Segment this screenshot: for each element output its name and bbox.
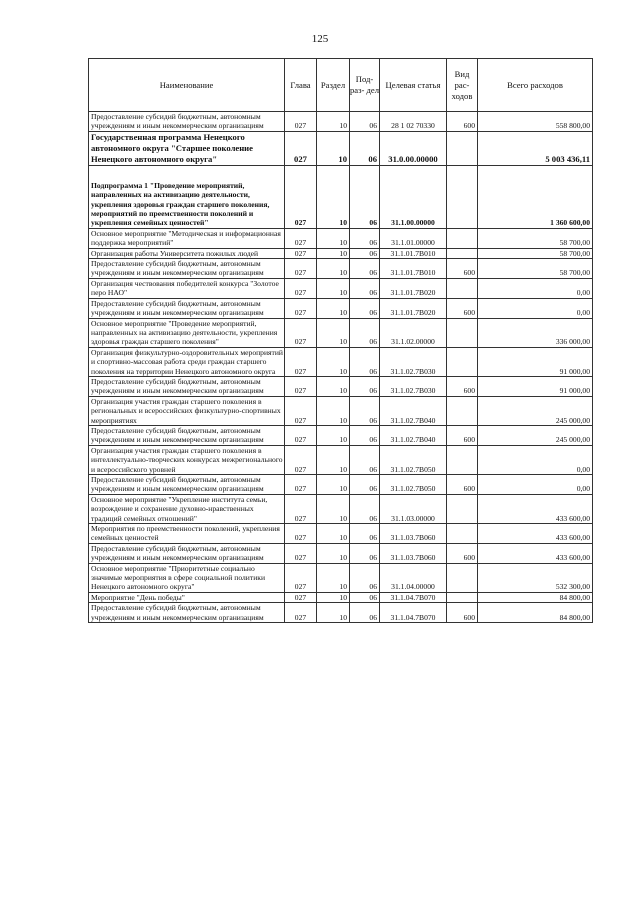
- row-chapter: 027: [285, 475, 317, 495]
- row-section: 10: [317, 112, 350, 132]
- row-target: 31.1.01.7В010: [380, 259, 447, 279]
- row-total: 0,00: [478, 445, 593, 474]
- table-row: [89, 165, 593, 228]
- row-target: 31.1.03.7В060: [380, 543, 447, 563]
- row-section: 10: [317, 445, 350, 474]
- row-type: [447, 318, 478, 347]
- row-chapter: 027: [285, 376, 317, 396]
- row-name: Основное мероприятие "Проведение мероприятий, направленных на активизацию деятельности, укрепления здоровья граждан старшего поколения": [89, 318, 285, 347]
- row-target: 31.1.01.7В020: [380, 278, 447, 298]
- row-chapter: 027: [285, 112, 317, 132]
- row-type: 600: [447, 376, 478, 396]
- row-chapter: 027: [285, 425, 317, 445]
- row-subsection: 06: [350, 228, 380, 248]
- table-row: [89, 248, 593, 258]
- row-target: 31.1.02.00000: [380, 318, 447, 347]
- row-subsection: 06: [350, 165, 380, 228]
- row-type: [447, 494, 478, 523]
- row-type: [447, 347, 478, 376]
- row-section: 10: [317, 259, 350, 279]
- row-section: 10: [317, 248, 350, 258]
- row-chapter: 027: [285, 318, 317, 347]
- row-section: 10: [317, 425, 350, 445]
- row-target: 31.1.00.00000: [380, 165, 447, 228]
- row-chapter: 027: [285, 131, 317, 165]
- row-target: 31.1.02.7В040: [380, 396, 447, 425]
- row-chapter: 027: [285, 543, 317, 563]
- row-type: [447, 592, 478, 602]
- row-section: 10: [317, 592, 350, 602]
- row-type: [447, 165, 478, 228]
- row-subsection: 06: [350, 396, 380, 425]
- row-name: Предоставление субсидий бюджетным, автономным учреждениям и иным некоммерческим организациям: [89, 425, 285, 445]
- row-total: 245 000,00: [478, 396, 593, 425]
- row-chapter: 027: [285, 592, 317, 602]
- row-section: 10: [317, 165, 350, 228]
- row-type: 600: [447, 475, 478, 495]
- row-section: 10: [317, 278, 350, 298]
- row-type: 600: [447, 543, 478, 563]
- row-section: 10: [317, 318, 350, 347]
- header-target: Целевая статья: [380, 59, 447, 112]
- row-name: Основное мероприятие "Методическая и информационная поддержка мероприятий": [89, 228, 285, 248]
- header-total: Всего расходов: [478, 59, 593, 112]
- row-target: 31.1.03.00000: [380, 494, 447, 523]
- row-subsection: 06: [350, 603, 380, 623]
- header-subsection: Под- раз- дел: [350, 59, 380, 112]
- row-subsection: 06: [350, 425, 380, 445]
- row-name: Основное мероприятие "Укрепление института семьи, возрождение и сохранение духовно-нравственных традиций семейных отношений": [89, 494, 285, 523]
- table-row: [89, 475, 593, 495]
- row-name: Основное мероприятие "Приоритетные социально значимые мероприятия в сфере социальной политики Ненецкого автономного округа": [89, 563, 285, 592]
- row-chapter: 027: [285, 347, 317, 376]
- row-subsection: 06: [350, 376, 380, 396]
- row-name: Предоставление субсидий бюджетным, автономным учреждениям и иным некоммерческим организациям: [89, 259, 285, 279]
- row-chapter: 027: [285, 603, 317, 623]
- row-section: 10: [317, 396, 350, 425]
- row-name: Организация физкультурно-оздоровительных мероприятий и спортивно-массовая работа среди граждан старшего поколения на территории Ненецкого автономного округа: [89, 347, 285, 376]
- row-subsection: 06: [350, 298, 380, 318]
- row-name-text: Подпрограмма 1 "Проведение мероприятий, направленных на активизацию деятельности, укрепления здоровья граждан старшего поколения, мероприятий по преемственности поколений и укрепления семейных ценностей": [91, 180, 270, 228]
- row-type: 600: [447, 425, 478, 445]
- row-total: 0,00: [478, 298, 593, 318]
- row-name: Мероприятие "День победы": [89, 592, 285, 602]
- row-subsection: 06: [350, 563, 380, 592]
- header-chapter: Глава: [285, 59, 317, 112]
- row-name: [89, 165, 285, 228]
- row-total: 0,00: [478, 475, 593, 495]
- row-subsection: 06: [350, 524, 380, 544]
- row-type: 600: [447, 112, 478, 132]
- row-name: Предоставление субсидий бюджетным, автономным учреждениям и иным некоммерческим организациям: [89, 543, 285, 563]
- row-subsection: 06: [350, 318, 380, 347]
- table-row: [89, 592, 593, 602]
- row-chapter: 027: [285, 259, 317, 279]
- row-total: 558 800,00: [478, 112, 593, 132]
- row-section: 10: [317, 298, 350, 318]
- row-target: 31.1.02.7В030: [380, 347, 447, 376]
- row-total: 336 000,00: [478, 318, 593, 347]
- row-chapter: 027: [285, 563, 317, 592]
- row-total: 58 700,00: [478, 259, 593, 279]
- row-type: 600: [447, 259, 478, 279]
- row-target: 31.1.02.7В050: [380, 445, 447, 474]
- row-subsection: 06: [350, 278, 380, 298]
- row-name: Организация участия граждан старшего поколения в региональных и всероссийских физкультурно-спортивных мероприятиях: [89, 396, 285, 425]
- row-section: 10: [317, 347, 350, 376]
- row-total: 532 300,00: [478, 563, 593, 592]
- row-type: [447, 278, 478, 298]
- row-section: 10: [317, 494, 350, 523]
- row-subsection: 06: [350, 248, 380, 258]
- row-total: 58 700,00: [478, 228, 593, 248]
- row-name: Организация участия граждан старшего поколения в интеллектуально-творческих конкурсах межрегионального и всероссийского уровней: [89, 445, 285, 474]
- table-row: [89, 494, 593, 523]
- page-number: 125: [311, 33, 329, 45]
- row-type: [447, 131, 478, 165]
- row-type: [447, 228, 478, 248]
- row-target: 31.1.04.7В070: [380, 603, 447, 623]
- table-row: [89, 563, 593, 592]
- row-total: 91 000,00: [478, 347, 593, 376]
- row-subsection: 06: [350, 445, 380, 474]
- table-row: [89, 396, 593, 425]
- row-name: Предоставление субсидий бюджетным, автономным учреждениям и иным некоммерческим организациям: [89, 603, 285, 623]
- row-target: 31.1.03.7В060: [380, 524, 447, 544]
- row-chapter: 027: [285, 524, 317, 544]
- row-name: Организация чествования победителей конкурса "Золотое перо НАО": [89, 278, 285, 298]
- row-total: 1 360 600,00: [478, 165, 593, 228]
- row-target: 31.0.00.00000: [380, 131, 447, 165]
- row-section: 10: [317, 543, 350, 563]
- header-name: Наименование: [89, 59, 285, 112]
- row-target: 31.1.04.00000: [380, 563, 447, 592]
- row-section: 10: [317, 228, 350, 248]
- row-section: 10: [317, 131, 350, 165]
- row-target: 28 1 02 70330: [380, 112, 447, 132]
- row-total: 0,00: [478, 278, 593, 298]
- row-name: Предоставление субсидий бюджетным, автономным учреждениям и иным некоммерческим организациям: [89, 376, 285, 396]
- row-subsection: 06: [350, 592, 380, 602]
- table-row: [89, 425, 593, 445]
- row-subsection: 06: [350, 259, 380, 279]
- table-row: [89, 318, 593, 347]
- row-subsection: 06: [350, 347, 380, 376]
- row-chapter: 027: [285, 165, 317, 228]
- row-subsection: 06: [350, 494, 380, 523]
- row-subsection: 06: [350, 543, 380, 563]
- row-total: 91 000,00: [478, 376, 593, 396]
- row-name: Государственная программа Ненецкого автономного округа "Старшее поколение Ненецкого автономного округа": [89, 131, 285, 165]
- row-name: Предоставление субсидий бюджетным, автономным учреждениям и иным некоммерческим организациям: [89, 112, 285, 132]
- row-total: 433 600,00: [478, 494, 593, 523]
- table-body: [89, 112, 593, 623]
- row-target: 31.1.01.7В020: [380, 298, 447, 318]
- row-type: 600: [447, 298, 478, 318]
- row-total: 5 003 436,11: [478, 131, 593, 165]
- row-chapter: 027: [285, 445, 317, 474]
- row-section: 10: [317, 524, 350, 544]
- row-name: Мероприятия по преемственности поколений, укрепления семейных ценностей: [89, 524, 285, 544]
- row-chapter: 027: [285, 278, 317, 298]
- row-target: 31.1.01.00000: [380, 228, 447, 248]
- row-total: 433 600,00: [478, 524, 593, 544]
- row-type: [447, 445, 478, 474]
- table-row: [89, 376, 593, 396]
- table-row: [89, 298, 593, 318]
- table-row: [89, 347, 593, 376]
- row-chapter: 027: [285, 248, 317, 258]
- table-row: [89, 278, 593, 298]
- row-section: 10: [317, 563, 350, 592]
- row-name: Организация работы Университета пожилых людей: [89, 248, 285, 258]
- table-row: [89, 524, 593, 544]
- row-total: 58 700,00: [478, 248, 593, 258]
- table-row: [89, 228, 593, 248]
- row-type: [447, 524, 478, 544]
- header-type: Вид рас- ходов: [447, 59, 478, 112]
- row-type: [447, 248, 478, 258]
- table-row: [89, 131, 593, 165]
- table-row: [89, 445, 593, 474]
- row-type: 600: [447, 603, 478, 623]
- row-subsection: 06: [350, 112, 380, 132]
- row-total: 84 800,00: [478, 592, 593, 602]
- row-total: 245 000,00: [478, 425, 593, 445]
- row-chapter: 027: [285, 298, 317, 318]
- table-header: [89, 59, 593, 112]
- row-section: 10: [317, 475, 350, 495]
- row-subsection: 06: [350, 131, 380, 165]
- row-target: 31.1.04.7В070: [380, 592, 447, 602]
- row-target: 31.1.02.7В030: [380, 376, 447, 396]
- row-total: 433 600,00: [478, 543, 593, 563]
- budget-table: [88, 58, 593, 623]
- table-row: [89, 259, 593, 279]
- row-subsection: 06: [350, 475, 380, 495]
- row-chapter: 027: [285, 228, 317, 248]
- row-type: [447, 396, 478, 425]
- row-chapter: 027: [285, 396, 317, 425]
- row-section: 10: [317, 603, 350, 623]
- header-section: Раздел: [317, 59, 350, 112]
- table-row: [89, 112, 593, 132]
- row-target: 31.1.01.7В010: [380, 248, 447, 258]
- table-row: [89, 603, 593, 623]
- row-section: 10: [317, 376, 350, 396]
- row-name: Предоставление субсидий бюджетным, автономным учреждениям и иным некоммерческим организациям: [89, 475, 285, 495]
- row-target: 31.1.02.7В040: [380, 425, 447, 445]
- row-total: 84 800,00: [478, 603, 593, 623]
- row-chapter: 027: [285, 494, 317, 523]
- row-type: [447, 563, 478, 592]
- row-name: Предоставление субсидий бюджетным, автономным учреждениям и иным некоммерческим организациям: [89, 298, 285, 318]
- row-target: 31.1.02.7В050: [380, 475, 447, 495]
- table-row: [89, 543, 593, 563]
